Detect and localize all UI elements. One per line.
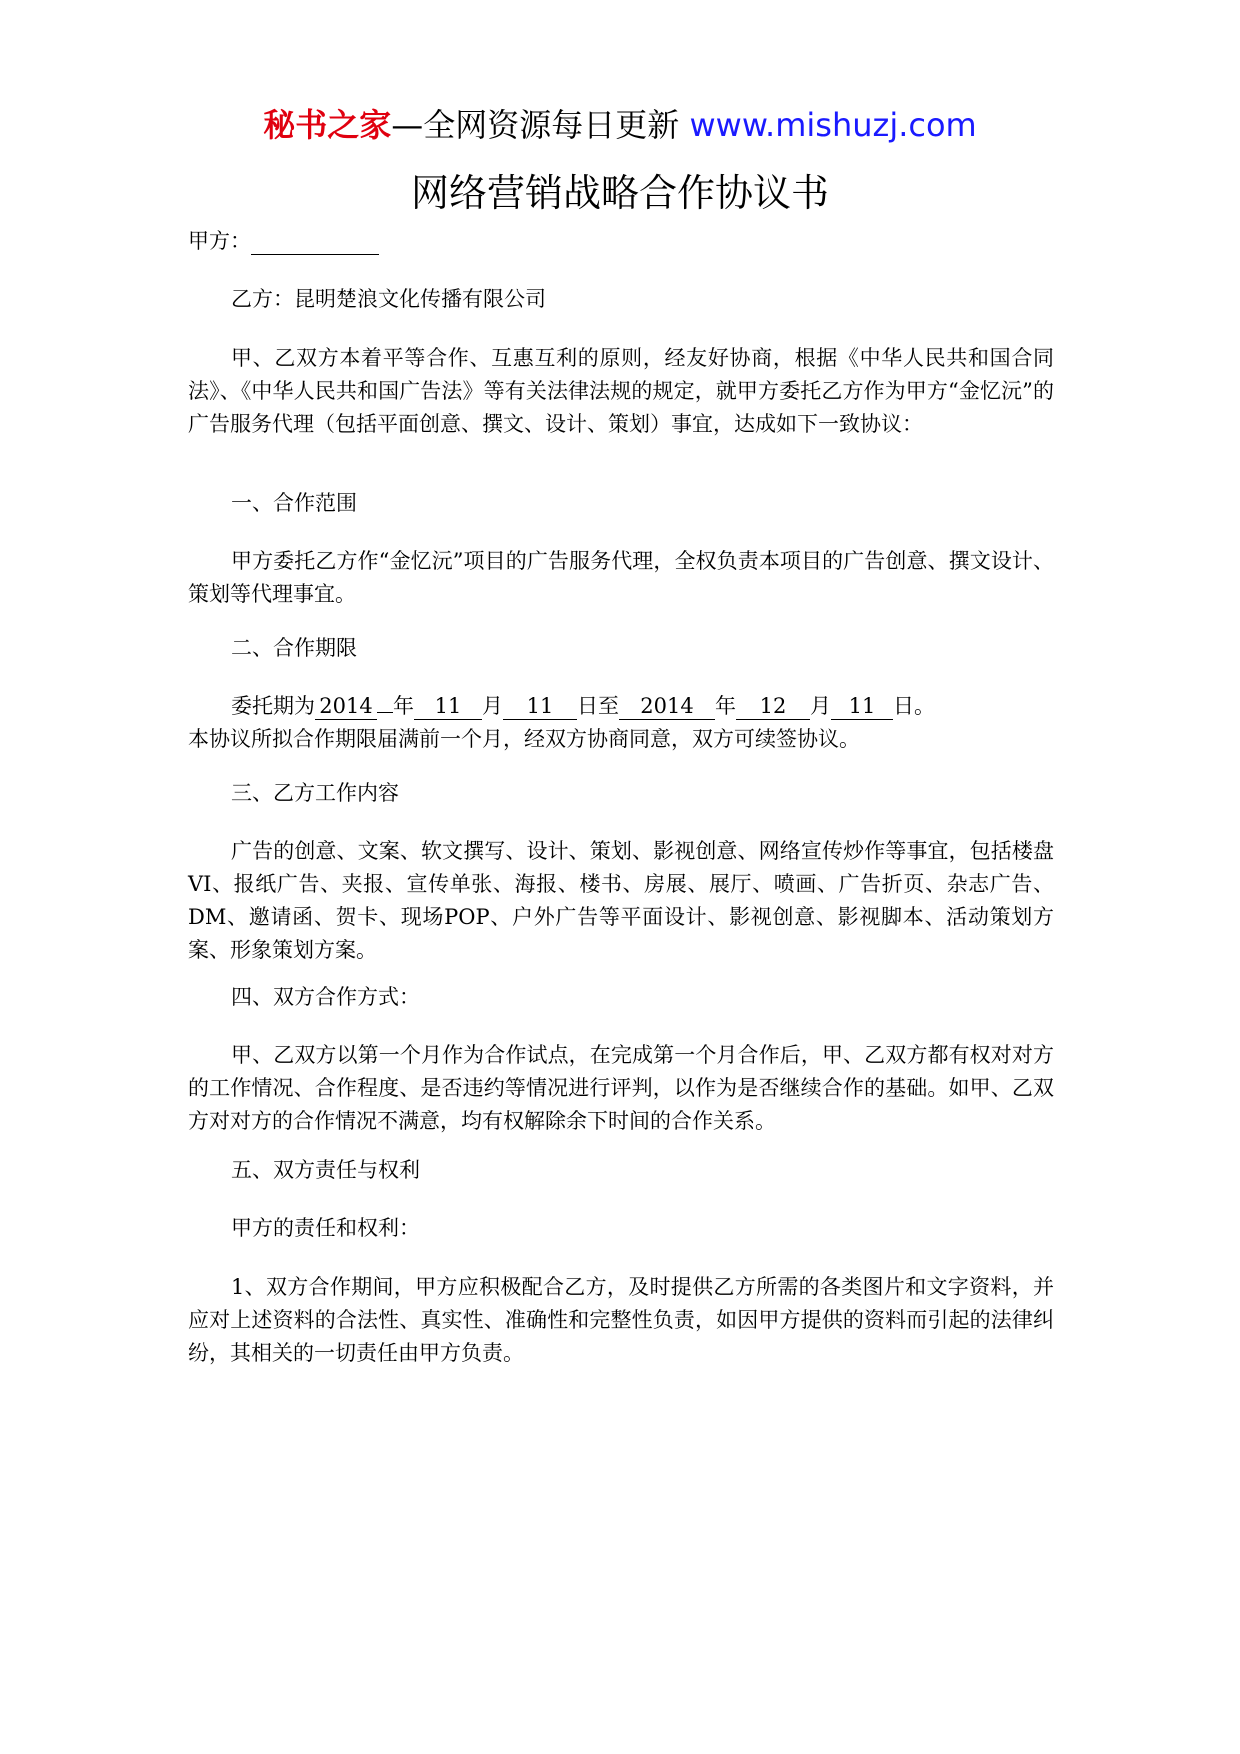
document-title: 网络营销战略合作协议书: [410, 171, 829, 215]
month-label: 月: [482, 694, 503, 718]
start-year: 2014: [315, 693, 377, 720]
party-a-label: 甲方：: [188, 229, 251, 253]
header-slogan: —全网资源每日更新: [391, 106, 680, 144]
section-4-title: 四、双方合作方式：: [231, 985, 420, 1009]
section-3-body: 广告的创意、文案、软文撰写、设计、策划、影视创意、网络宣传炒作等事宜，包括楼盘VI、报纸广告、夹报、宣传单张、海报、楼书、房展、展厅、喷画、广告折页、杂志广告、DM、邀请函、贺卡、现场POP、户外广告等平面设计、影视创意、影视脚本、活动策划方案、形象策划方案。: [188, 839, 1054, 962]
section-1-title: 一、合作范围: [231, 491, 357, 515]
section-5-title: 五、双方责任与权利: [231, 1158, 420, 1182]
section-1-body: 甲方委托乙方作“金忆沅”项目的广告服务代理，全权负责本项目的广告创意、撰文设计、策划等代理事宜。: [188, 549, 1054, 606]
month-label-2: 月: [810, 694, 831, 718]
start-month: 11: [414, 693, 482, 720]
party-a-line: [188, 225, 1054, 258]
site-header: [0, 100, 1240, 150]
term-prefix: 委托期为: [231, 694, 315, 718]
section-2-tail: 本协议所拟合作期限届满前一个月，经双方协商同意，双方可续签协议。: [188, 727, 860, 751]
site-url-link[interactable]: www.mishuzj.com: [689, 106, 977, 144]
party-b-line: [188, 283, 1054, 316]
section-5-item-1: 1、双方合作期间，甲方应积极配合乙方，及时提供乙方所需的各类图片和文字资料，并应对上述资料的合法性、真实性、准确性和完整性负责，如因甲方提供的资料而引起的法律纠纷，其相关的一切责任由甲方负责。: [188, 1275, 1054, 1365]
section-2-term-line: [188, 690, 1054, 723]
preamble-paragraph: 甲、乙双方本着平等合作、互惠互利的原则，经友好协商，根据《中华人民共和国合同法》、《中华人民共和国广告法》等有关法律法规的规定，就甲方委托乙方作为甲方“金忆沅”的广告服务代理（包括平面创意、撰文、设计、策划）事宜，达成如下一致协议：: [188, 346, 1054, 436]
party-b-value: 昆明楚浪文化传播有限公司: [294, 287, 546, 311]
brand-name: 秘书之家: [263, 106, 392, 144]
section-2-title: 二、合作期限: [231, 636, 357, 660]
section-3-title: 三、乙方工作内容: [231, 781, 399, 805]
term-to: 日至: [577, 694, 619, 718]
end-year: 2014: [619, 693, 715, 720]
party-a-blank: [251, 228, 379, 255]
term-day-end: 日。: [893, 694, 935, 718]
end-day: 11: [831, 693, 893, 720]
party-b-label: 乙方：: [231, 287, 294, 311]
section-4-body: 甲、乙双方以第一个月作为合作试点，在完成第一个月合作后，甲、乙双方都有权对对方的工作情况、合作程度、是否违约等情况进行评判，以作为是否继续合作的基础。如甲、乙双方对对方的合作情况不满意，均有权解除余下时间的合作关系。: [188, 1043, 1054, 1133]
year-label-2: 年: [715, 694, 736, 718]
end-month: 12: [736, 693, 810, 720]
start-day: 11: [503, 693, 577, 720]
section-5-subtitle: 甲方的责任和权利：: [231, 1216, 420, 1240]
year-label: 年: [393, 694, 414, 718]
